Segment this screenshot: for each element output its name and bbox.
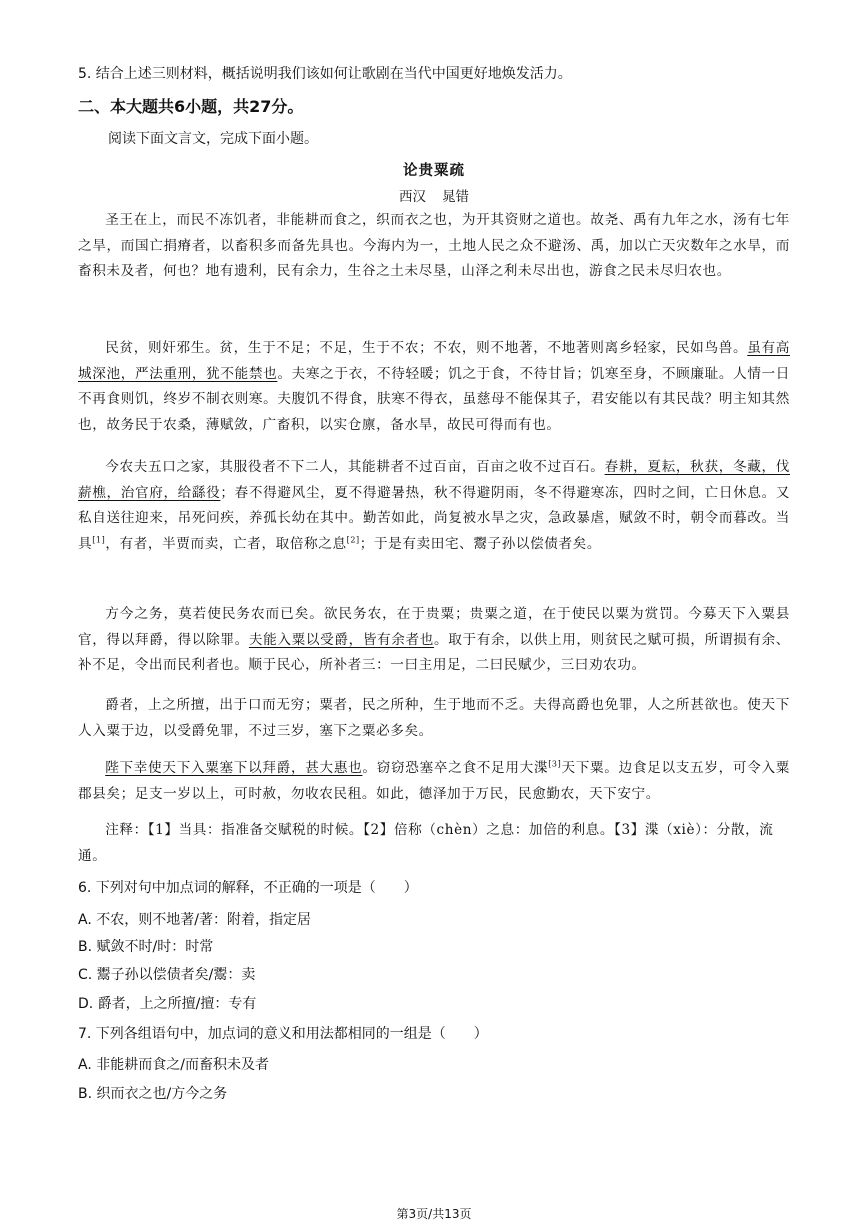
- footnote-marker-3: [3]: [548, 759, 562, 769]
- p3-underlined: 春耕，夏耘，秋获，冬藏，伐薪樵，治官府，给繇役: [78, 459, 790, 501]
- p3-text-a: 今农夫五口之家，其服役者不下二人，其能耕者不过百亩，百亩之收不过百石。: [105, 459, 605, 475]
- question-6-option-b: B. 赋敛不时/时：时常: [78, 939, 214, 955]
- question-6-option-d: D. 爵者，上之所擅/擅：专有: [78, 996, 257, 1012]
- passage-title: 论贵粟疏: [403, 162, 465, 179]
- p2-underlined: 虽有高城深池，严法重刑，犹不能禁也: [78, 340, 790, 382]
- p4-underlined: 夫能入粟以受爵，皆有余者也: [248, 631, 435, 648]
- paragraph-4: [78, 602, 790, 679]
- p3-text-c: ，有者，半贾而卖，亡者，取倍称之息: [105, 535, 347, 552]
- question-6-option-c: C. 鬻子孙以偿债者矣/鬻：卖: [78, 967, 256, 983]
- question-7-option-a: A. 非能耕而食之/而畜积未及者: [78, 1057, 269, 1073]
- annotation-notes: 注释：【1】当具：指准备交赋税的时候。【2】倍称（chèn）之息：加倍的利息。【3】渫（xiè）：分散，流通。: [78, 822, 774, 864]
- reading-instruction: 阅读下面文言文，完成下面小题。: [108, 131, 318, 147]
- p6-text-a: 。窃窃恐塞卒之食不足用大渫: [362, 760, 549, 776]
- paragraph-5: 爵者，上之所擅，出于口而无穷；粟者，民之所种，生于地而不乏。夫得高爵也免罪，人之所甚欲也。使天下人入粟于边，以受爵免罪，不过三岁，塞下之粟必多矣。: [78, 697, 790, 739]
- paragraph-3: [78, 455, 790, 557]
- paragraph-2: [78, 336, 790, 438]
- question-6-stem: 6. 下列对句中加点词的解释，不正确的一项是（ ）: [78, 880, 418, 896]
- author-name: 晁错: [442, 189, 469, 205]
- footnote-marker-2: [2]: [346, 534, 360, 544]
- paragraph-1: 圣王在上，而民不冻饥者，非能耕而食之，织而衣之也，为开其资财之道也。故尧、禹有九年之水，汤有七年之旱，而国亡捐瘠者，以畜积多而备先具也。今海内为一，土地人民之众不避汤、禹，加以亡天灾数年之水旱，而畜积未及者，何也？地有遗利，民有余力，生谷之土未尽垦，山泽之利未尽出也，游食之民未尽归农也。: [78, 212, 790, 279]
- p4-text-a: 方今之务，莫若使民务农而已矣。欲民务农，在于贵粟；贵粟之道，在于使民以粟为赏罚。今募天下入粟县官，得以拜爵，得以除罪。: [78, 606, 790, 648]
- p2-text-a: 民贫，则奸邪生。贫，生于不足；不足，生于不农；不农，则不地著，不地著则离乡轻家，民如鸟兽。: [105, 340, 748, 356]
- paragraph-6: [78, 756, 790, 807]
- p3-text-d: ；于是有卖田宅、鬻子孙以偿债者矣。: [359, 535, 602, 552]
- p4-text-b: 。取于有余，以供上用，则贫民之赋可损，所谓损有余、补不足，令出而民利者也。顺于民心，所补者三：一曰主用足，二曰民赋少，三曰劝农功。: [78, 631, 790, 673]
- p2-text-b: 。夫寒之于衣，不待轻暖；饥之于食，不待甘旨；饥寒至身，不顾廉耻。人情一日不再食则饥，终岁不制衣则寒。夫腹饥不得食，肤寒不得衣，虽慈母不能保其子，君安能以有其民哉？明主知其然也，故务民于农桑，薄赋敛，广畜积，以实仓廪，备水旱，故民可得而有也。: [78, 365, 790, 433]
- question-7-stem: 7. 下列各组语句中，加点词的意义和用法都相同的一组是（ ）: [78, 1026, 488, 1042]
- question-6-option-a: A. 不农，则不地著/著：附着，指定居: [78, 912, 311, 928]
- p6-underlined: 陛下幸使天下入粟塞下以拜爵，甚大惠也: [105, 760, 363, 776]
- question-5: 5. 结合上述三则材料，概括说明我们该如何让歌剧在当代中国更好地焕发活力。: [78, 66, 572, 82]
- author-dynasty: 西汉: [399, 189, 426, 205]
- passage-author: [0, 188, 868, 206]
- p6-text-b: 天下粟。边食足以支五岁，可令入粟郡县矣；足支一岁以上，可时赦，勿收农民租。如此，德泽加于万民，民愈勤农，天下安宁。: [78, 760, 790, 802]
- page-footer: 第3页/共13页: [396, 1207, 472, 1221]
- footnote-marker-1: [1]: [92, 534, 106, 544]
- section-heading: 二、本大题共6小题，共27分。: [78, 97, 304, 116]
- p3-text-b: ；春不得避风尘，夏不得避暑热，秋不得避阴雨，冬不得避寒冻，四时之间，亡日休息。又私自送往迎来，吊死问疾，养孤长幼在其中。勤苦如此，尚复被水旱之灾，急政暴虐，赋敛不时，朝令而暮改。当具: [78, 484, 791, 552]
- question-7-option-b: B. 织而衣之也/方今之务: [78, 1086, 228, 1102]
